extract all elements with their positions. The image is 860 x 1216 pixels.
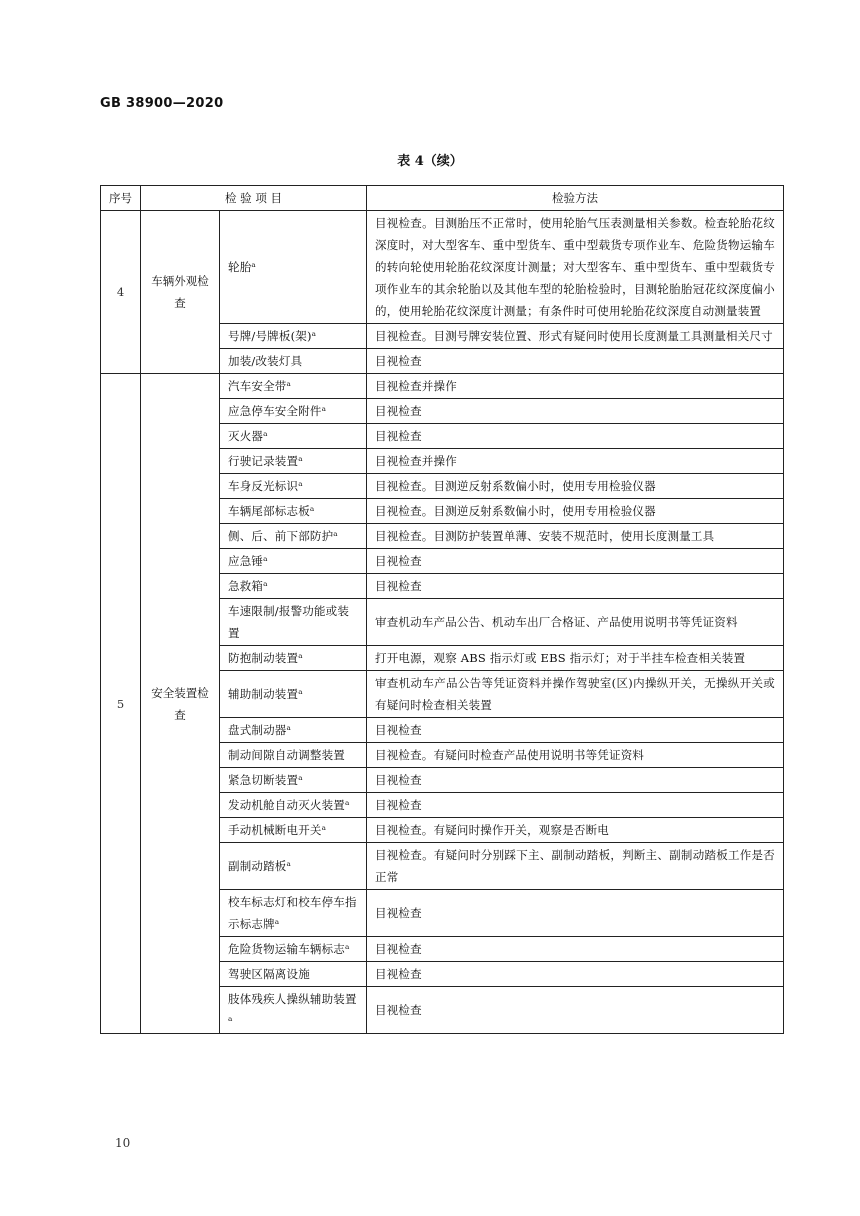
item-name: 驾驶区隔离设施 [220, 962, 367, 987]
method-text: 目视检查。目测号牌安装位置、形式有疑问时使用长度测量工具测量相关尺寸 [367, 324, 784, 349]
item-name: 行驶记录装置ᵃ [220, 449, 367, 474]
page-number: 10 [115, 1136, 131, 1150]
item-name: 汽车安全带ᵃ [220, 374, 367, 399]
method-text: 目视检查。目测胎压不正常时，使用轮胎气压表测量相关参数。检查轮胎花纹深度时，对大型客车、重中型货车、重中型载货专项作业车、危险货物运输车的转向轮使用轮胎花纹深度计测量；对大型客车、重中型货车、重中型载货专项作业车的其余轮胎以及其他车型的轮胎检验时，目测轮胎胎冠花纹深度偏小的，使用轮胎花纹深度计测量；有条件时可使用轮胎花纹深度自动测量装置 [367, 211, 784, 324]
method-text: 目视检查 [367, 574, 784, 599]
method-text: 目视检查。有疑问时检查产品使用说明书等凭证资料 [367, 743, 784, 768]
item-name: 急救箱ᵃ [220, 574, 367, 599]
item-name: 盘式制动器ᵃ [220, 718, 367, 743]
method-text: 目视检查 [367, 937, 784, 962]
method-text: 目视检查。有疑问时分别踩下主、副制动踏板，判断主、副制动踏板工作是否正常 [367, 843, 784, 890]
item-name: 加装/改装灯具 [220, 349, 367, 374]
item-name: 车速限制/报警功能或装置 [220, 599, 367, 646]
item-name: 号牌/号牌板(架)ᵃ [220, 324, 367, 349]
item-name: 辅助制动装置ᵃ [220, 671, 367, 718]
item-name: 应急锤ᵃ [220, 549, 367, 574]
item-name: 侧、后、前下部防护ᵃ [220, 524, 367, 549]
method-text: 目视检查 [367, 768, 784, 793]
method-text: 目视检查 [367, 987, 784, 1034]
header-seq: 序号 [101, 186, 141, 211]
method-text: 审查机动车产品公告、机动车出厂合格证、产品使用说明书等凭证资料 [367, 599, 784, 646]
method-text: 打开电源，观察 ABS 指示灯或 EBS 指示灯；对于半挂车检查相关装置 [367, 646, 784, 671]
item-name: 轮胎ᵃ [220, 211, 367, 324]
method-text: 目视检查 [367, 890, 784, 937]
category-label: 车辆外观检查 [141, 211, 220, 374]
item-name: 紧急切断装置ᵃ [220, 768, 367, 793]
method-text: 目视检查并操作 [367, 449, 784, 474]
standard-code: GB 38900—2020 [100, 96, 224, 111]
item-name: 发动机舱自动灭火装置ᵃ [220, 793, 367, 818]
method-text: 目视检查。目测逆反射系数偏小时，使用专用检验仪器 [367, 474, 784, 499]
method-text: 审查机动车产品公告等凭证资料并操作驾驶室(区)内操纵开关，无操纵开关或有疑问时检查相关装置 [367, 671, 784, 718]
table-caption: 表 4（续） [397, 154, 463, 169]
item-name: 车身反光标识ᵃ [220, 474, 367, 499]
item-name: 副制动踏板ᵃ [220, 843, 367, 890]
inspection-table [100, 185, 784, 1034]
method-text: 目视检查。目测防护装置单薄、安装不规范时，使用长度测量工具 [367, 524, 784, 549]
method-text: 目视检查 [367, 793, 784, 818]
method-text: 目视检查。目测逆反射系数偏小时，使用专用检验仪器 [367, 499, 784, 524]
item-name: 校车标志灯和校车停车指示标志牌ᵃ [220, 890, 367, 937]
seq-number: 4 [101, 211, 141, 374]
item-name: 危险货物运输车辆标志ᵃ [220, 937, 367, 962]
method-text: 目视检查 [367, 349, 784, 374]
method-text: 目视检查 [367, 399, 784, 424]
item-name: 制动间隙自动调整装置 [220, 743, 367, 768]
item-name: 车辆尾部标志板ᵃ [220, 499, 367, 524]
table-row [101, 374, 784, 399]
item-name: 防抱制动装置ᵃ [220, 646, 367, 671]
item-name: 灭火器ᵃ [220, 424, 367, 449]
item-name: 手动机械断电开关ᵃ [220, 818, 367, 843]
header-method: 检验方法 [367, 186, 784, 211]
method-text: 目视检查 [367, 962, 784, 987]
method-text: 目视检查 [367, 424, 784, 449]
method-text: 目视检查。有疑问时操作开关，观察是否断电 [367, 818, 784, 843]
category-label: 安全装置检查 [141, 374, 220, 1034]
method-text: 目视检查并操作 [367, 374, 784, 399]
seq-number: 5 [101, 374, 141, 1034]
item-name: 肢体残疾人操纵辅助装置ᵃ [220, 987, 367, 1034]
method-text: 目视检查 [367, 549, 784, 574]
item-name: 应急停车安全附件ᵃ [220, 399, 367, 424]
table-row [101, 211, 784, 324]
method-text: 目视检查 [367, 718, 784, 743]
header-item: 检 验 项 目 [141, 186, 367, 211]
